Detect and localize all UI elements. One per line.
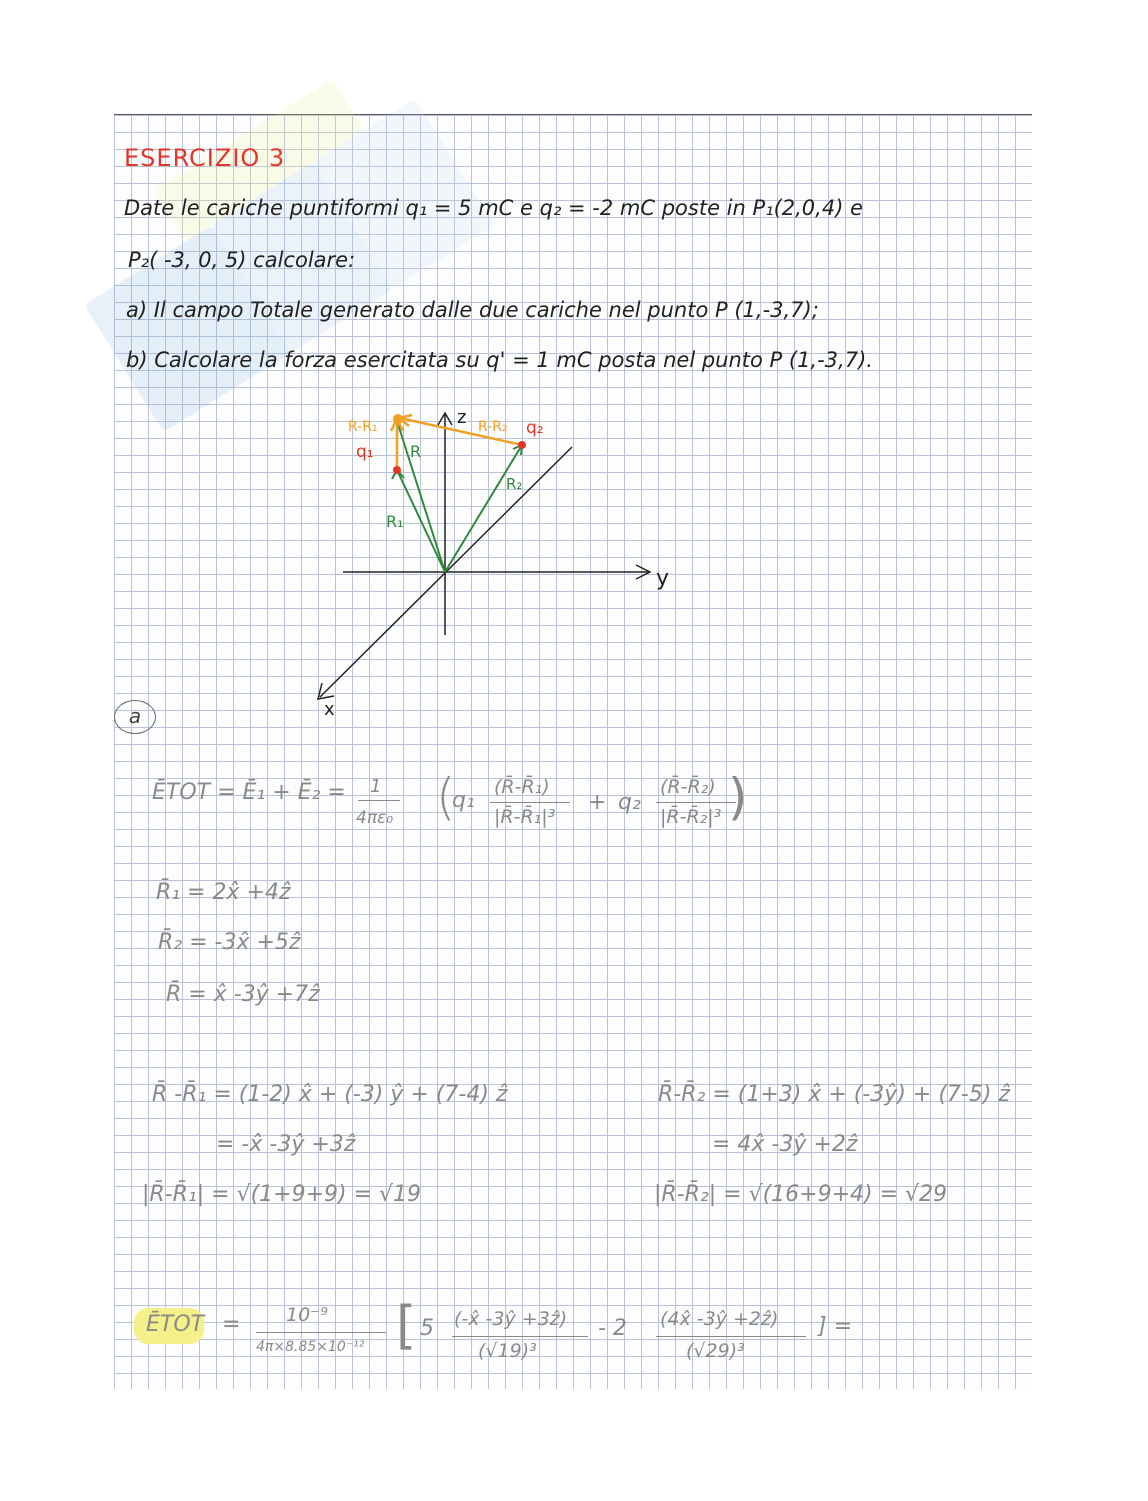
R1-definition: R̄₁ = 2x̂ +4ẑ bbox=[156, 880, 291, 905]
final-term1-num: (-x̂ -3ŷ +3ẑ) bbox=[454, 1308, 568, 1330]
paren-close: ) bbox=[728, 768, 748, 826]
statement-line-1: Date le cariche puntiformi q₁ = 5 mC e q₂ = -2 mC poste in P₁(2,0,4) e bbox=[124, 196, 863, 220]
vector-R1 bbox=[397, 470, 445, 572]
label-R1: R₁ bbox=[386, 512, 404, 531]
final-term2-den: (√29)³ bbox=[686, 1340, 745, 1362]
term2-den: |R̄-R̄₂|³ bbox=[660, 806, 722, 828]
diff2-line-1: R̄-R̄₂ = (1+3) x̂ + (-3ŷ) + (7-5) ẑ bbox=[658, 1082, 1010, 1107]
label-y: y bbox=[656, 566, 670, 591]
coef-denominator: 4πε₀ bbox=[356, 808, 394, 828]
charge-q2 bbox=[518, 441, 526, 449]
diff1-line-1: R̄ -R̄₁ = (1-2) x̂ + (-3) ŷ + (7-4) ẑ bbox=[152, 1082, 508, 1107]
final-coef-num: 10⁻⁹ bbox=[286, 1304, 328, 1326]
label-q1: q₁ bbox=[356, 442, 374, 462]
label-R2: R₂ bbox=[506, 475, 523, 493]
final-term2-bar bbox=[656, 1336, 806, 1337]
diff1-magnitude: |R̄-R̄₁| = √(1+9+9) = √19 bbox=[142, 1182, 422, 1207]
vector-diagram bbox=[300, 395, 700, 725]
diff2-line-2: = 4x̂ -3ŷ +2ẑ bbox=[712, 1132, 858, 1157]
term1-fraction-bar bbox=[490, 802, 570, 803]
R2-definition: R̄₂ = -3x̂ +5ẑ bbox=[158, 930, 301, 955]
label-R-minus-R2: R-R₂ bbox=[478, 419, 508, 435]
statement-item-b: b) Calcolare la forza esercitata su q' = 1 mC posta nel punto P (1,-3,7). bbox=[126, 348, 873, 372]
etot-formula-lhs: ĒTOT = Ē₁ + Ē₂ = bbox=[152, 780, 346, 805]
diff1-line-2: = -x̂ -3ŷ +3ẑ bbox=[216, 1132, 356, 1157]
term2-q: q₂ bbox=[618, 790, 641, 815]
label-R-minus-R1: R-R₁ bbox=[348, 419, 378, 435]
term2-fraction-bar bbox=[656, 802, 736, 803]
statement-line-2: P₂( -3, 0, 5) calcolare: bbox=[128, 248, 356, 272]
term1-q: q₁ bbox=[452, 788, 475, 813]
final-lhs: ĒTOT bbox=[146, 1312, 205, 1337]
term1-num: (R̄-R̄₁) bbox=[494, 776, 550, 798]
charge-q1 bbox=[393, 466, 401, 474]
final-tail: ] = bbox=[818, 1314, 853, 1339]
part-a-marker: a bbox=[114, 700, 156, 734]
label-x: x bbox=[324, 699, 335, 720]
bracket-open: [ bbox=[396, 1296, 417, 1356]
final-q1: 5 bbox=[420, 1316, 434, 1341]
label-R: R bbox=[410, 442, 422, 461]
term2-num: (R̄-R̄₂) bbox=[660, 776, 716, 798]
final-eq: = bbox=[222, 1312, 241, 1337]
coef-numerator: 1 bbox=[370, 776, 382, 797]
term1-den: |R̄-R̄₁|³ bbox=[494, 806, 556, 828]
final-term2-num: (4x̂ -3ŷ +2ẑ) bbox=[660, 1308, 779, 1330]
label-z: z bbox=[457, 407, 467, 428]
final-term1-den: (√19)³ bbox=[478, 1340, 537, 1362]
final-term1-bar bbox=[452, 1336, 588, 1337]
coef-fraction-bar bbox=[358, 800, 400, 801]
exercise-title: ESERCIZIO 3 bbox=[124, 144, 286, 172]
label-q2: q₂ bbox=[526, 418, 544, 438]
final-coef-bar bbox=[256, 1332, 386, 1333]
paren-open: ( bbox=[436, 768, 456, 826]
diff2-magnitude: |R̄-R̄₂| = √(16+9+4) = √29 bbox=[654, 1182, 948, 1207]
point-P bbox=[393, 414, 403, 424]
statement-item-a: a) Il campo Totale generato dalle due cariche nel punto P (1,-3,7); bbox=[126, 298, 819, 322]
plus-sign: + bbox=[588, 790, 607, 815]
R-definition: R̄ = x̂ -3ŷ +7ẑ bbox=[166, 982, 320, 1007]
final-minus: - 2 bbox=[598, 1316, 627, 1341]
final-coef-den: 4π×8.85×10⁻¹² bbox=[256, 1339, 365, 1355]
